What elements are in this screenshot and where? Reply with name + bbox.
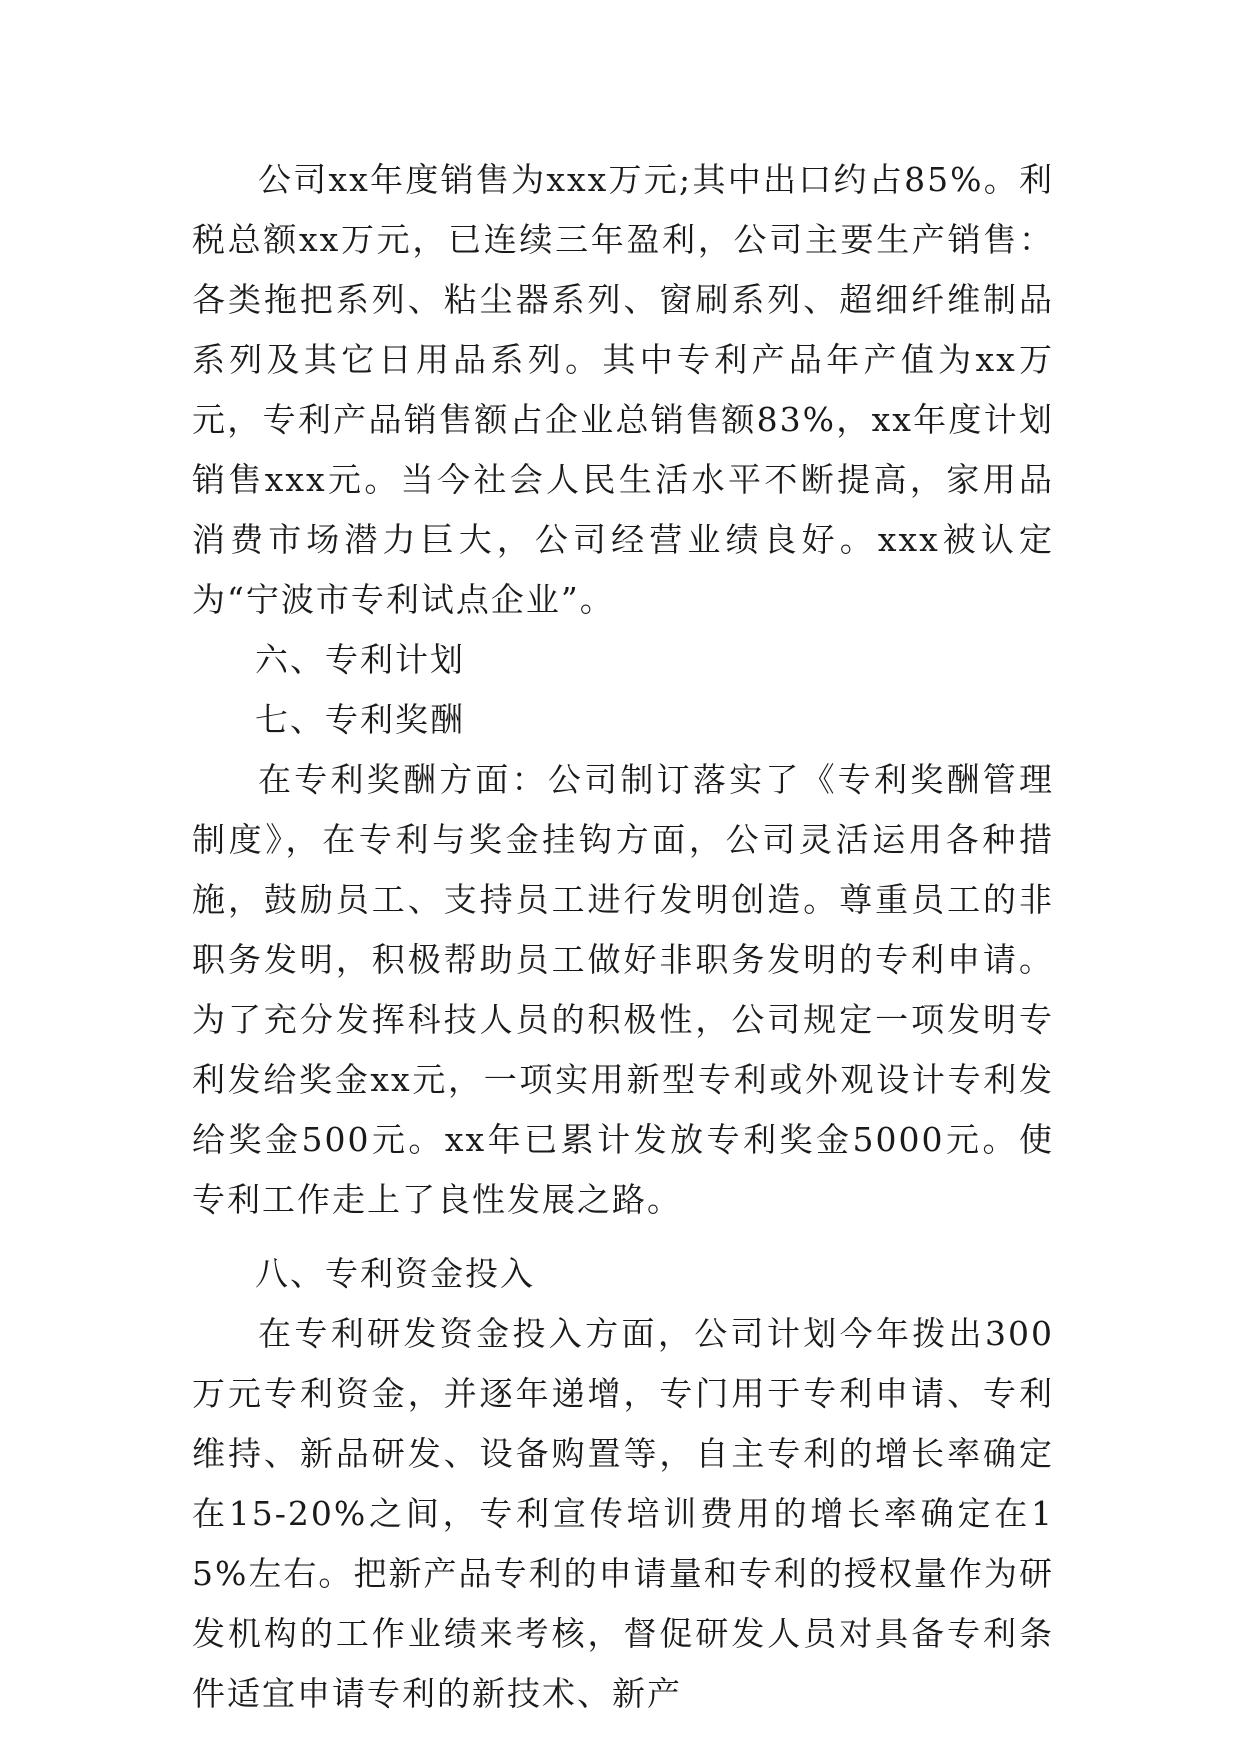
paragraph-patent-reward: 在专利奖酬方面：公司制订落实了《专利奖酬管理制度》，在专利与奖金挂钩方面，公司灵活运用各种措施，鼓励员工、支持员工进行发明创造。尊重员工的非职务发明，积极帮助员工做好非职务发明的专利申请。为了充分发挥科技人员的积极性，公司规定一项发明专利发给奖金xx元，一项实用新型专利或外观设计专利发给奖金500元。xx年已累计发放专利奖金5000元。使专利工作走上了良性发展之路。 [192, 760, 1054, 1219]
document-body [192, 150, 1054, 1724]
heading-patent-plan: 六、专利计划 [255, 640, 465, 679]
paragraph-spacer [192, 1230, 1054, 1244]
heading-patent-funding: 八、专利资金投入 [255, 1254, 535, 1293]
heading-patent-reward: 七、专利奖酬 [255, 700, 465, 739]
paragraph-patent-funding: 在专利研发资金投入方面，公司计划今年拨出300万元专利资金，并逐年递增，专门用于专利申请、专利维持、新品研发、设备购置等，自主专利的增长率确定在15-20%之间，专利宣传培训费用的增长率确定在15%左右。把新产品专利的申请量和专利的授权量作为研发机构的工作业绩来考核，督促研发人员对具备专利条件适宜申请专利的新技术、新产 [192, 1314, 1054, 1713]
paragraph-company-sales: 公司xx年度销售为xxx万元;其中出口约占85%。利税总额xx万元，已连续三年盈利，公司主要生产销售：各类拖把系列、粘尘器系列、窗刷系列、超细纤维制品系列及其它日用品系列。其中专利产品年产值为xx万元，专利产品销售额占企业总销售额83%，xx年度计划销售xxx元。当今社会人民生活水平不断提高，家用品消费市场潜力巨大，公司经营业绩良好。xxx被认定为“宁波市专利试点企业”。 [192, 160, 1054, 619]
